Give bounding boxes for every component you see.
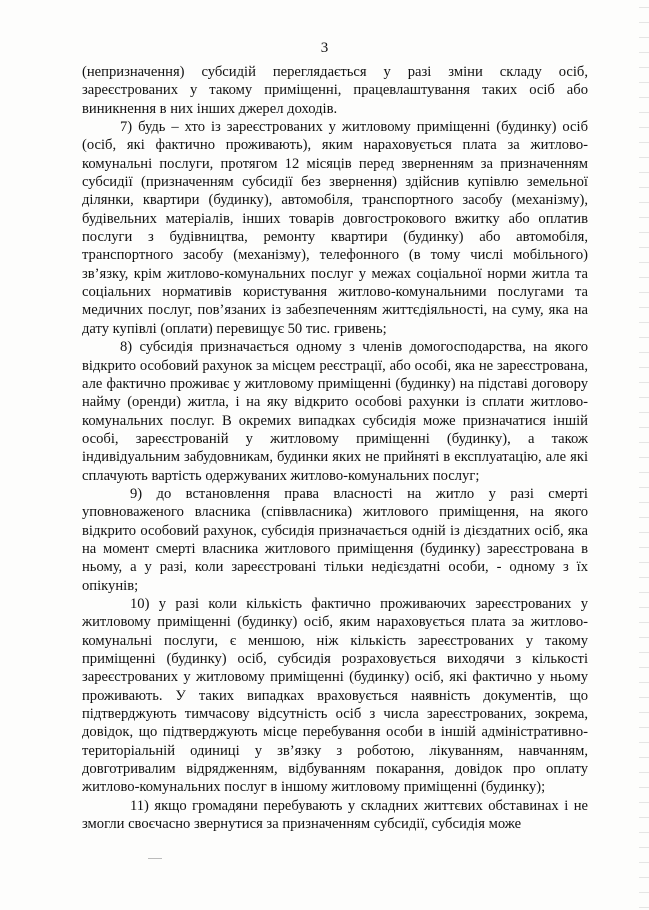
paragraph-item-9: 9) до встановлення права власності на житло у разі смерті уповноваженого власника (співвласника) житлового приміщення, на якого відкрито особовий рахунок, субсидія призначається одній із дієздатних осіб, яка на момент смерті власника житлового приміщення (будинку) зареєстрована в ньому, а у разі, коли зареєстровані тільки недієздатні особи, - одному з їх опікунів; — [82, 485, 588, 594]
document-body — [82, 63, 588, 833]
scan-edge-noise — [639, 0, 649, 910]
paragraph-item-8: 8) субсидія призначається одному з членів домогосподарства, на якого відкрито особовий рахунок за місцем реєстрації, або особі, яка не зареєстрована, але фактично проживає у житловому приміщенні (будинку) на підставі договору найму (оренди) житла, і на яку відкрито особові рахунки із сплати житлово-комунальних послуг. В окремих випадках субсидія може призначатися іншій особі, зареєстрованій у житловому приміщенні (будинку), а також індивідуальним забудовникам, будинки яких не прийняті в експлуатацію, але які сплачують вартість одержуваних житлово-комунальних послуг; — [82, 339, 588, 484]
paragraph-item-11: 11) якщо громадяни перебувають у складних життєвих обставинах і не змогли своєчасно звернутися за призначенням субсидії, субсидія може — [82, 797, 588, 833]
scan-speck — [148, 858, 162, 859]
paragraph-item-10: 10) у разі коли кількість фактично проживаючих зареєстрованих у житловому приміщенні (будинку) осіб, яким нараховується плата за житлово-комунальні послуги, є меншою, ніж кількість зареєстрованих у такому приміщенні (будинку) осіб, субсидія розраховується виходячи з кількості зареєстрованих у житловому приміщенні (будинку) осіб, які фактично у ньому проживають. У таких випадках враховується наявність документів, що підтверджують тимчасову відсутність осіб з числа зареєстрованих, зокрема, довідок, що підтверджують місце перебування особи в іншій адміністративно-територіальній одиниці у зв’язку з роботою, лікуванням, навчанням, довготривалим відрядженням, відбуванням покарання, довідок про оплату житлово-комунальних послуг в іншому житловому приміщенні (будинку); — [82, 595, 588, 796]
page-number: 3 — [320, 40, 329, 56]
paragraph-continuation: (непризначення) субсидій переглядається у разі зміни складу осіб, зареєстрованих у такому приміщенні, працевлаштування таких осіб або виникнення в них інших джерел доходів. — [82, 64, 588, 117]
paragraph-item-7: 7) будь – хто із зареєстрованих у житловому приміщенні (будинку) осіб (осіб, які фактично проживають), яким нараховується плата за житлово-комунальні послуги, протягом 12 місяців перед зверненням за призначенням субсидії (призначенням субсидії без звернення) здійснив купівлю земельної ділянки, квартири (будинку), автомобіля, транспортного засобу (механізму), будівельних матеріалів, інших товарів довгострокового вжитку або оплатив послуги з будівництва, ремонту квартири (будинку) або автомобіля, транспортного засобу (механізму), телефонного (в тому числі мобільного) зв’язку, крім житлово-комунальних послуг у межах соціальної норми житла та соціальних нормативів користування житлово-комунальними послугами та медичних послуг, пов’язаних із забезпеченням життєдіяльності, на суму, яка на дату купівлі (оплати) перевищує 50 тис. гривень; — [82, 119, 588, 337]
